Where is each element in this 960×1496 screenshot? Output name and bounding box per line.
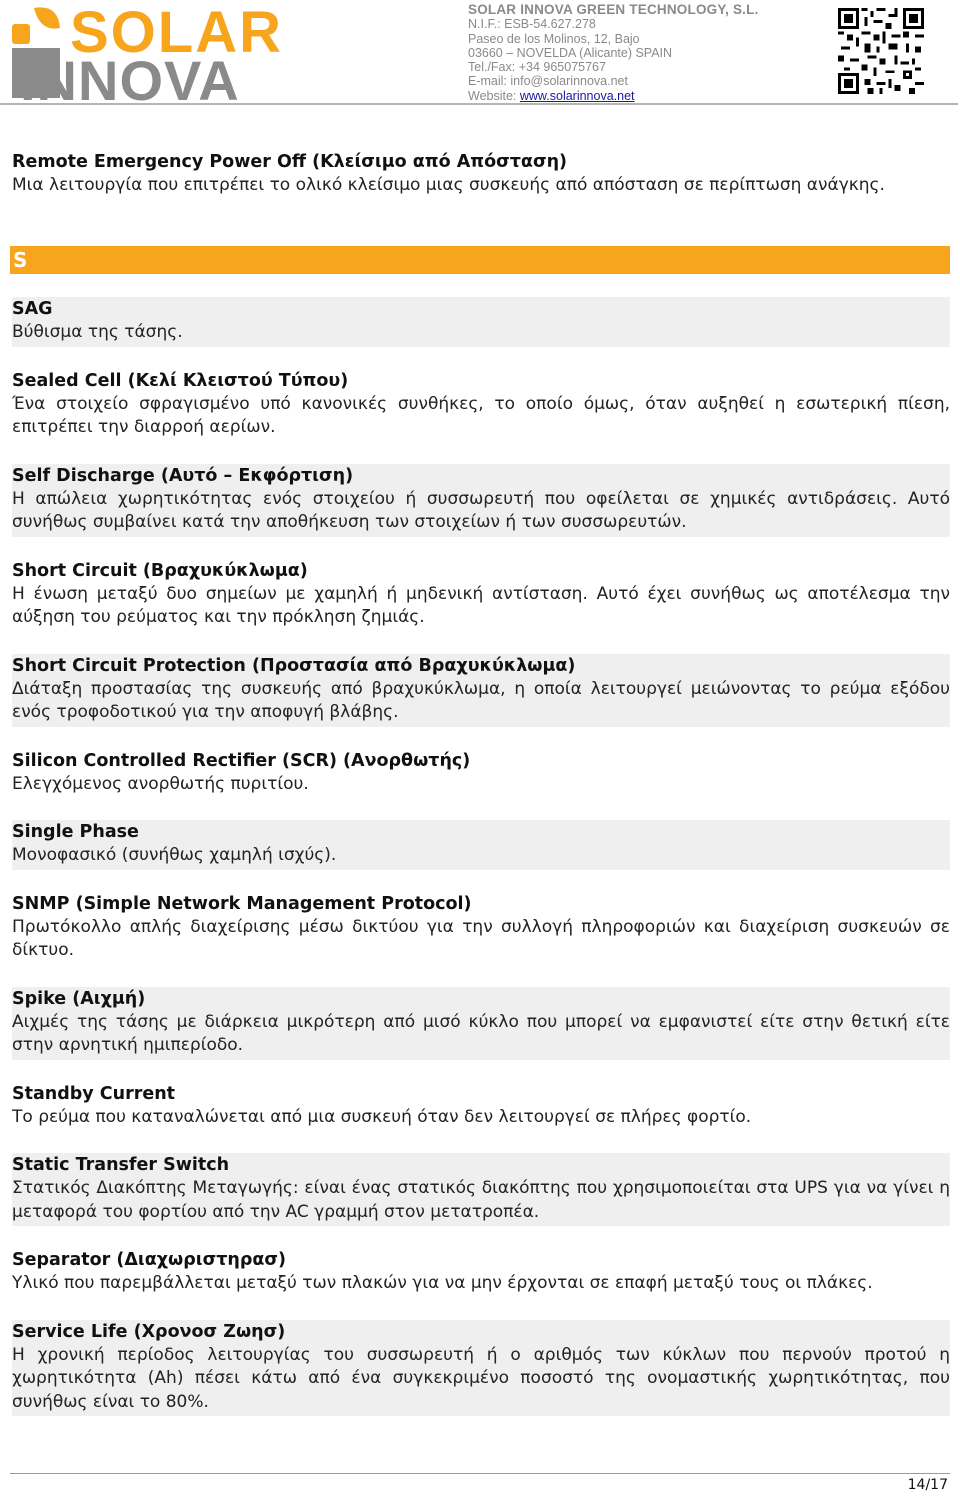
company-tel: Tel./Fax: +34 965075767 <box>468 60 606 75</box>
glossary-entry <box>12 1153 950 1226</box>
glossary-term: Silicon Controlled Rectifier (SCR) (Ανορθωτής) <box>12 750 471 771</box>
glossary-definition: Το ρεύμα που καταναλώνεται από μια συσκευή όταν δεν λειτουργεί σε πλήρες φορτίο. <box>12 1106 752 1127</box>
company-address2: 03660 – NOVELDA (Alicante) SPAIN <box>468 45 673 60</box>
glossary-definition: Η απώλεια χωρητικότητας ενός στοιχείου ή συσσωρευτή που οφείλεται σε χημικές αντιδράσεις. Αυτό συνήθως συμβαίνει κατά την αποθήκευση των στοιχείων ή των συσσωρευτών. <box>12 488 950 532</box>
section-letter-bar <box>10 246 950 274</box>
qr-code-icon <box>838 8 924 94</box>
glossary-entry <box>12 749 950 799</box>
glossary-entry <box>12 1320 950 1417</box>
glossary-definition: Η χρονική περίοδος λειτουργίας του συσσωρευτή ή ο αριθμός των κύκλων που περνούν προτού η χωρητικότητα (Ah) πέσει κάτω από ένα συγκεκριμένο ποσοστό της ονομαστικής χωρητικότητας, που συνήθως είναι το 80%. <box>12 1344 950 1412</box>
glossary-definition: Στατικός Διακόπτης Μεταγωγής: είναι ένας στατικός διακόπτης που χρησιμοποιείται στα UPS για να γίνει η μεταφορά του φορτίου από την AC γραμμή στον μετατροπέα. <box>12 1178 950 1222</box>
glossary-definition: Η ένωση μεταξύ δυο σημείων με χαμηλή ή μηδενική αντίσταση. Αυτό έχει συνήθως ως αποτέλεσμα την αύξηση του ρεύματος και την πρόκληση ζημιάς. <box>12 583 950 627</box>
glossary-term: Sealed Cell (Κελί Κλειστού Τύπου) <box>12 370 349 391</box>
glossary-term: Spike (Αιχμή) <box>12 988 146 1009</box>
glossary-term: Short Circuit (Βραχυκύκλωμα) <box>12 560 308 581</box>
glossary-definition: Υλικό που παρεμβάλλεται μεταξύ των πλακών για να μην έρχονται σε επαφή μεταξύ τους οι πλάκες. <box>12 1273 873 1293</box>
company-name: SOLAR INNOVA GREEN TECHNOLOGY, S.L. <box>468 2 759 17</box>
glossary-entry <box>12 297 950 347</box>
glossary-term: Single Phase <box>12 822 139 842</box>
glossary-entry <box>12 987 950 1060</box>
svg-text:INNOVA: INNOVA <box>20 49 240 102</box>
glossary-definition: Βύθισμα της τάσης. <box>12 322 183 342</box>
glossary-entry <box>12 820 950 870</box>
glossary-entry <box>12 1248 950 1298</box>
glossary-entry <box>12 892 950 965</box>
glossary-entry <box>12 559 950 632</box>
glossary-term: Static Transfer Switch <box>12 1155 230 1175</box>
solar-innova-logo <box>10 2 410 102</box>
glossary-term: Self Discharge (Αυτό – Εκφόρτιση) <box>12 465 354 486</box>
footer-divider <box>10 1473 950 1474</box>
glossary-term: SAG <box>12 299 53 319</box>
glossary-term: SNMP (Simple Network Management Protocol) <box>12 893 472 914</box>
glossary-definition: Ελεγχόμενος ανορθωτής πυριτίου. <box>12 773 309 794</box>
glossary-entries <box>12 297 950 1416</box>
website-link[interactable]: www.solarinnova.net <box>519 88 635 103</box>
company-info <box>468 3 759 103</box>
page-number: 14/17 <box>907 1477 948 1493</box>
company-website <box>468 89 759 103</box>
glossary-definition: Ένα στοιχείο σφραγισμένο υπό κανονικές συνθήκες, το οποίο όμως, όταν αυξηθεί η εσωτερική πίεση, επιτρέπει την διαρροή αερίων. <box>12 393 950 437</box>
glossary-entry <box>12 150 950 200</box>
website-label: Website: <box>468 88 520 103</box>
glossary-definition: Πρωτόκολλο απλής διαχείρισης μέσω δικτύου για την συλλογή πληροφοριών και διαχείριση συσκευών σε δίκτυο. <box>12 916 950 960</box>
glossary-entry <box>12 654 950 727</box>
glossary-definition: Αιχμές της τάσης με διάρκεια μικρότερη από μισό κύκλο που μπορεί να εμφανιστεί είτε στην θετική είτε στην αρνητική ημιπερίοδο. <box>12 1011 950 1055</box>
glossary-term: Short Circuit Protection (Προστασία από Βραχυκύκλωμα) <box>12 655 576 676</box>
glossary-entry <box>12 1082 950 1132</box>
glossary-term: Separator (Διαχωριστηρασ) <box>12 1250 287 1270</box>
company-address1: Paseo de los Molinos, 12, Bajo <box>468 31 640 46</box>
glossary-term: Remote Emergency Power Off (Κλείσιμο από Απόσταση) <box>12 152 568 172</box>
company-nif: N.I.F.: ESB-54.627.278 <box>468 17 596 32</box>
glossary-definition: Μια λειτουργία που επιτρέπει το ολικό κλείσιμο μιας συσκευής από απόσταση σε περίπτωση ανάγκης. <box>12 175 885 195</box>
glossary-term: Standby Current <box>12 1083 176 1104</box>
glossary-term: Service Life (Χρονοσ Ζωησ) <box>12 1321 286 1342</box>
glossary-entries-before <box>12 150 950 200</box>
glossary-definition: Μονοφασικό (συνήθως χαμηλή ισχύς). <box>12 845 337 865</box>
company-email: E-mail: info@solarinnova.net <box>468 74 628 89</box>
svg-text:SOLAR: SOLAR <box>70 2 283 65</box>
glossary-definition: Διάταξη προστασίας της συσκευής από βραχυκύκλωμα, η οποία λειτουργεί μειώνοντας το ρεύμα εξόδου ενός τροφοδοτικού για την αποφυγή βλάβης. <box>12 678 950 722</box>
section-letter: S <box>13 248 28 272</box>
page-header <box>0 0 960 104</box>
glossary-entry <box>12 369 950 442</box>
header-divider <box>0 103 958 105</box>
glossary-entry <box>12 464 950 537</box>
